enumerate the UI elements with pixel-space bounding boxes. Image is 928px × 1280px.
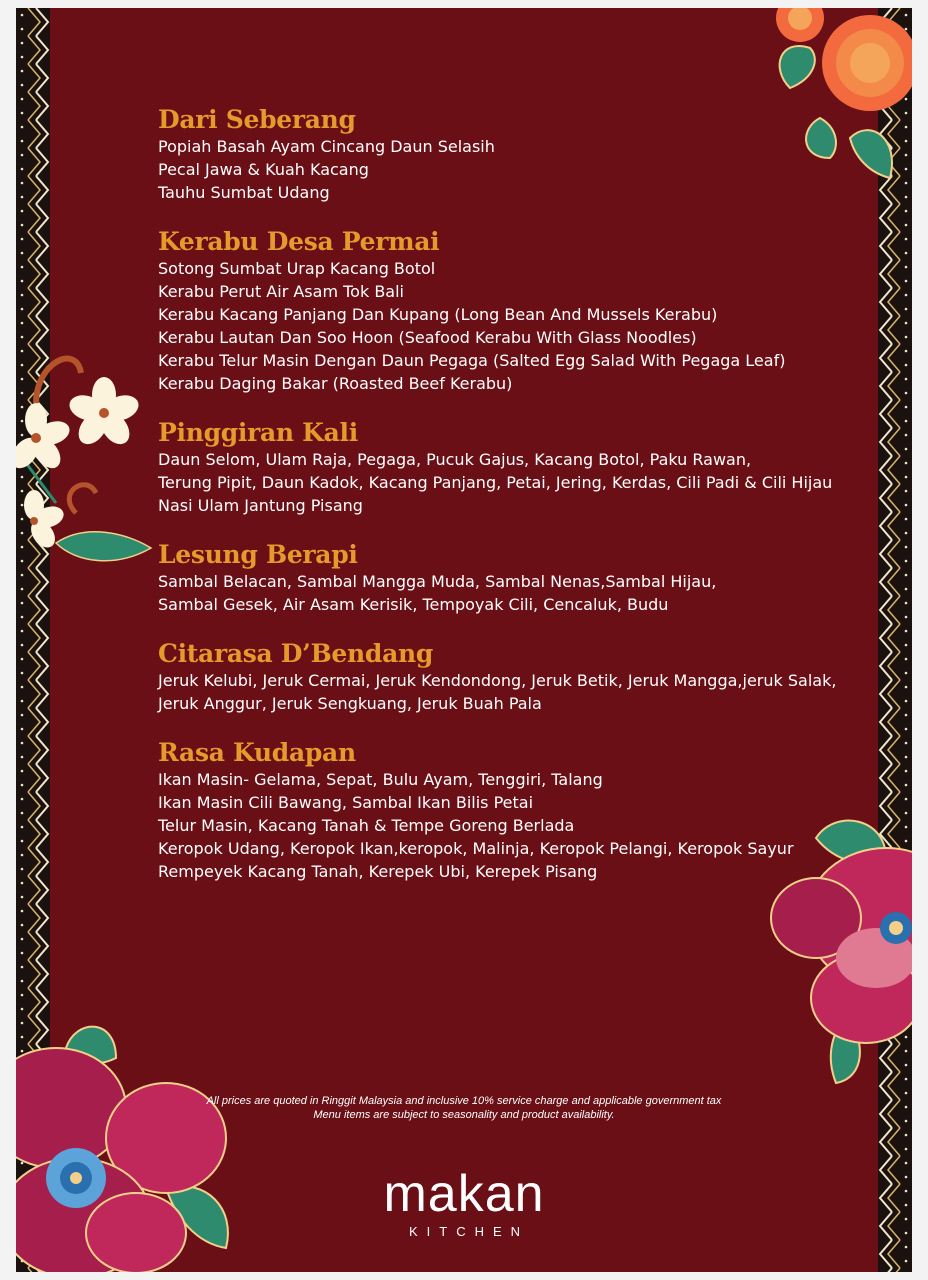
menu-item: Jeruk Kelubi, Jeruk Cermai, Jeruk Kendondong, Jeruk Betik, Jeruk Mangga,jeruk Salak, xyxy=(158,671,837,690)
menu-page xyxy=(16,8,912,1272)
menu-item: Pecal Jawa & Kuah Kacang xyxy=(158,160,369,179)
menu-item: Keropok Udang, Keropok Ikan,keropok, Malinja, Keropok Pelangi, Keropok Sayur xyxy=(158,839,794,858)
menu-section xyxy=(158,417,878,517)
section-title: Citarasa D’Bendang xyxy=(158,639,434,668)
footnote xyxy=(16,1094,912,1122)
section-title: Pinggiran Kali xyxy=(158,418,358,447)
menu-item: Sotong Sumbat Urap Kacang Botol xyxy=(158,259,436,278)
section-title: Lesung Berapi xyxy=(158,540,358,569)
menu-content xyxy=(158,104,878,905)
jasmine-flower-icon xyxy=(16,343,156,573)
menu-item: Sambal Gesek, Air Asam Kerisik, Tempoyak Cili, Cencaluk, Budu xyxy=(158,595,669,614)
logo-wordmark: makan xyxy=(383,1165,545,1223)
menu-item: Kerabu Kacang Panjang Dan Kupang (Long Bean And Mussels Kerabu) xyxy=(158,305,718,324)
menu-item: Popiah Basah Ayam Cincang Daun Selasih xyxy=(158,137,495,156)
menu-item: Terung Pipit, Daun Kadok, Kacang Panjang, Petai, Jering, Kerdas, Cili Padi & Cili Hijau xyxy=(158,473,833,492)
menu-item: Telur Masin, Kacang Tanah & Tempe Goreng Berlada xyxy=(158,816,575,835)
menu-section xyxy=(158,539,878,616)
menu-item: Nasi Ulam Jantung Pisang xyxy=(158,496,363,515)
menu-section xyxy=(158,638,878,715)
menu-item: Kerabu Telur Masin Dengan Daun Pegaga (Salted Egg Salad With Pegaga Leaf) xyxy=(158,351,786,370)
section-title: Dari Seberang xyxy=(158,105,356,134)
menu-item: Sambal Belacan, Sambal Mangga Muda, Sambal Nenas,Sambal Hijau, xyxy=(158,572,717,591)
menu-section xyxy=(158,737,878,883)
menu-section xyxy=(158,226,878,395)
menu-item: Kerabu Perut Air Asam Tok Bali xyxy=(158,282,404,301)
price-note: All prices are quoted in Ringgit Malaysia and inclusive 10% service charge and applicable government tax xyxy=(206,1095,722,1107)
menu-item: Ikan Masin- Gelama, Sepat, Bulu Ayam, Tenggiri, Talang xyxy=(158,770,603,789)
menu-item: Kerabu Daging Bakar (Roasted Beef Kerabu) xyxy=(158,374,513,393)
section-title: Kerabu Desa Permai xyxy=(158,227,440,256)
menu-item: Kerabu Lautan Dan Soo Hoon (Seafood Kerabu With Glass Noodles) xyxy=(158,328,697,347)
makan-kitchen-logo xyxy=(16,1165,912,1239)
menu-item: Ikan Masin Cili Bawang, Sambal Ikan Bilis Petai xyxy=(158,793,534,812)
menu-item: Tauhu Sumbat Udang xyxy=(158,183,330,202)
section-title: Rasa Kudapan xyxy=(158,738,356,767)
menu-item: Jeruk Anggur, Jeruk Sengkuang, Jeruk Buah Pala xyxy=(158,694,542,713)
availability-note: Menu items are subject to seasonality and product availability. xyxy=(313,1109,615,1121)
menu-item: Daun Selom, Ulam Raja, Pegaga, Pucuk Gajus, Kacang Botol, Paku Rawan, xyxy=(158,450,752,469)
menu-item: Rempeyek Kacang Tanah, Kerepek Ubi, Kerepek Pisang xyxy=(158,862,598,881)
menu-section xyxy=(158,104,878,204)
logo-subtitle: KITCHEN xyxy=(408,1224,530,1239)
